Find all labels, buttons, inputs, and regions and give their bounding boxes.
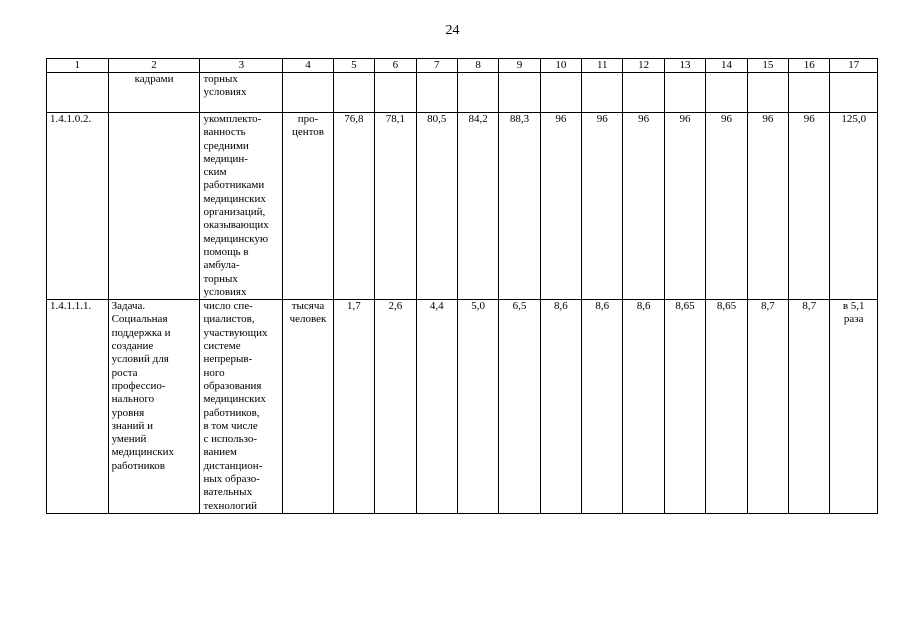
row-value bbox=[706, 73, 747, 113]
row-value bbox=[664, 73, 705, 113]
row-indicator: торных условиях bbox=[200, 73, 283, 113]
row-value: 2,6 bbox=[375, 300, 416, 514]
row-task bbox=[108, 113, 200, 300]
row-value bbox=[457, 73, 498, 113]
column-header: 7 bbox=[416, 59, 457, 73]
row-value bbox=[582, 73, 623, 113]
row-code: 1.4.1.0.2. bbox=[47, 113, 109, 300]
row-value: 96 bbox=[540, 113, 581, 300]
column-header: 2 bbox=[108, 59, 200, 73]
table-row bbox=[47, 73, 878, 113]
row-value: 4,4 bbox=[416, 300, 457, 514]
page-number: 24 bbox=[445, 23, 460, 38]
table-row bbox=[47, 113, 878, 300]
row-value bbox=[623, 73, 664, 113]
column-header: 11 bbox=[582, 59, 623, 73]
column-header: 8 bbox=[457, 59, 498, 73]
column-header: 13 bbox=[664, 59, 705, 73]
row-indicator: число спе- циалистов, участвующих системе непрерыв- ного образования медицинских работников, в том числе с использо- ванием дистанцион- ных образо- вательных технологий bbox=[200, 300, 283, 514]
row-value: 96 bbox=[582, 113, 623, 300]
row-value: 6,5 bbox=[499, 300, 540, 514]
row-value bbox=[375, 73, 416, 113]
row-value: 96 bbox=[747, 113, 788, 300]
row-value: 84,2 bbox=[457, 113, 498, 300]
row-value: 5,0 bbox=[457, 300, 498, 514]
table-row bbox=[47, 300, 878, 514]
row-value: 8,7 bbox=[789, 300, 830, 514]
column-header: 6 bbox=[375, 59, 416, 73]
row-value bbox=[789, 73, 830, 113]
column-number-row bbox=[47, 59, 878, 73]
row-task: Задача. Социальная поддержка и создание условий для роста профессио- нального уровня знаний и умений медицинских работников bbox=[108, 300, 200, 514]
column-header: 12 bbox=[623, 59, 664, 73]
row-value bbox=[830, 73, 878, 113]
row-value: 76,8 bbox=[333, 113, 374, 300]
column-header: 14 bbox=[706, 59, 747, 73]
row-value: 80,5 bbox=[416, 113, 457, 300]
row-unit: про- центов bbox=[283, 113, 333, 300]
row-value bbox=[540, 73, 581, 113]
row-value: 78,1 bbox=[375, 113, 416, 300]
row-value: 8,7 bbox=[747, 300, 788, 514]
column-header: 5 bbox=[333, 59, 374, 73]
row-code: 1.4.1.1.1. bbox=[47, 300, 109, 514]
row-value: 8,6 bbox=[540, 300, 581, 514]
row-value: 1,7 bbox=[333, 300, 374, 514]
row-value: в 5,1 раза bbox=[830, 300, 878, 514]
indicators-table bbox=[46, 58, 878, 514]
column-header: 1 bbox=[47, 59, 109, 73]
row-value: 96 bbox=[789, 113, 830, 300]
row-value bbox=[499, 73, 540, 113]
row-value: 8,6 bbox=[623, 300, 664, 514]
column-header: 10 bbox=[540, 59, 581, 73]
column-header: 15 bbox=[747, 59, 788, 73]
row-value: 8,65 bbox=[706, 300, 747, 514]
column-header: 4 bbox=[283, 59, 333, 73]
column-header: 3 bbox=[200, 59, 283, 73]
row-value: 88,3 bbox=[499, 113, 540, 300]
column-header: 17 bbox=[830, 59, 878, 73]
column-header: 16 bbox=[789, 59, 830, 73]
row-value bbox=[416, 73, 457, 113]
row-value: 8,65 bbox=[664, 300, 705, 514]
row-value: 8,6 bbox=[582, 300, 623, 514]
row-value: 96 bbox=[623, 113, 664, 300]
row-value: 96 bbox=[706, 113, 747, 300]
row-value bbox=[747, 73, 788, 113]
row-value: 125,0 bbox=[830, 113, 878, 300]
column-header: 9 bbox=[499, 59, 540, 73]
row-task: кадрами bbox=[108, 73, 200, 113]
row-value: 96 bbox=[664, 113, 705, 300]
row-indicator: укомплекто- ванность средними медицин- ским работниками медицинских организаций, оказывающих медицинскую помощь в амбула- торных условиях bbox=[200, 113, 283, 300]
row-unit: тысяча человек bbox=[283, 300, 333, 514]
row-value bbox=[333, 73, 374, 113]
row-code bbox=[47, 73, 109, 113]
row-unit bbox=[283, 73, 333, 113]
